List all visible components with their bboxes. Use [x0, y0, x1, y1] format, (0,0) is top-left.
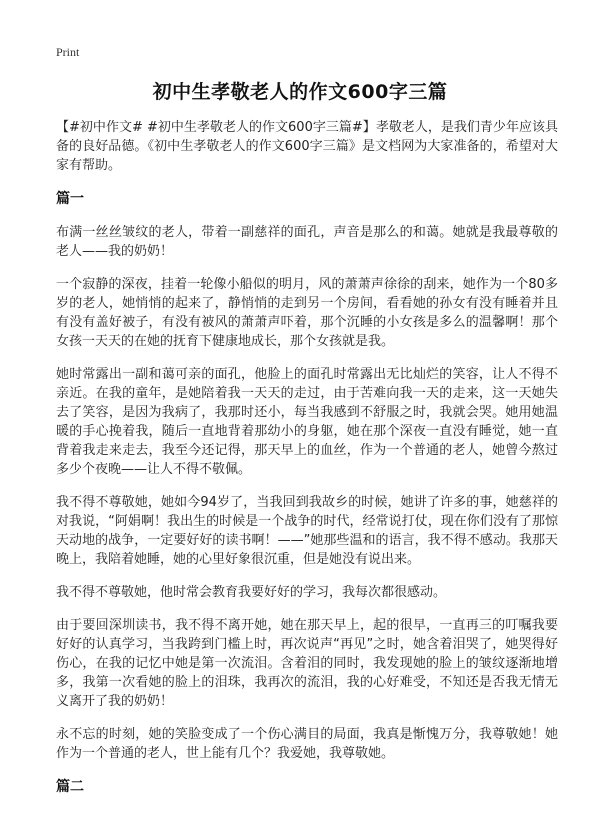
paragraph-6: 由于要回深圳读书，我不得不离开她，她在那天早上，起的很早，一直再三的叮嘱我要好好的认真学习，当我跨到门槛上时，再次说声“再见”之时，她含着泪哭了，她哭得好伤心，在我的记忆中她是第一次流泪。含着泪的同时，我发现她的脸上的皱纹逐渐地增多，我第一次看她的脸上的泪珠，我再次的流泪，我的心好难受，不知还是否我无情无义离开了我的奶奶！ [56, 618, 558, 709]
paragraph-3: 她时常露出一副和蔼可亲的面孔，他脸上的面孔时常露出无比灿烂的笑容，让人不得不亲近。在我的童年，是她陪着我一天天的走过，由于苦难向我一天的走来，这一天她失去了笑容，是因为我病了，我那时还小，每当我感到不舒服之时，我就会哭。她用她温暖的手心挽着我，随后一直地背着那幼小的身躯，她在那个深夜一直没有睡觉，她一直背着我走来走去，我至今还记得，那天早上的血丝，作为一个普通的老人，她曾今熬过多少个夜晚——让人不得不敬佩。 [56, 367, 558, 477]
section-heading-1: 篇一 [56, 191, 84, 207]
print-label: Print [56, 45, 80, 59]
article-title: 初中生孝敬老人的作文600字三篇 [152, 81, 448, 103]
paragraph-1: 布满一丝丝皱纹的老人，带着一副慈祥的面孔，声音是那么的和蔼。她就是我最尊敬的老人——我的奶奶！ [56, 225, 558, 259]
article-body [56, 118, 558, 811]
paragraph-7: 永不忘的时刻，她的笑脸变成了一个伤心满目的局面，我真是惭愧万分，我尊敬她！她作为一个普通的老人，世上能有几个？我爱她，我尊敬她。 [56, 727, 558, 761]
paragraph-2: 一个寂静的深夜，挂着一轮像小船似的明月，风的萧萧声徐徐的刮来，她作为一个80多岁的老人，她悄悄的起来了，静悄悄的走到另一个房间，看看她的孙女有没有睡着并且有没有盖好被子，有没有被风的萧萧声吓着，那个沉睡的小女孩是多么的温馨啊！那个女孩一天天的在她的抚育下健康地成长，那个女孩就是我。 [56, 277, 558, 349]
section-heading-2: 篇二 [56, 779, 84, 795]
paragraph-5: 我不得不尊敬她，他时常会教育我要好好的学习，我每次都很感动。 [56, 585, 447, 600]
paragraph-4: 我不得不尊敬她，她如今94岁了，当我回到我故乡的时候，她讲了许多的事，她慈祥的对我说，“阿娟啊！我出生的时候是一个战争的时代，经常说打仗，现在你们没有了那惊天动地的战争，一定要好好的读书啊！——”她那些温和的语言，我不得不感动。我那天晚上，我陪着她睡，她的心里好象很沉重，但是她没有说出来。 [56, 495, 558, 567]
intro-paragraph: 【#初中作文# #初中生孝敬老人的作文600字三篇#】孝敬老人，是我们青少年应该具备的良好品德。《初中生孝敬老人的作文600字三篇》是文档网为大家准备的，希望对大家有帮助。 [56, 120, 558, 173]
